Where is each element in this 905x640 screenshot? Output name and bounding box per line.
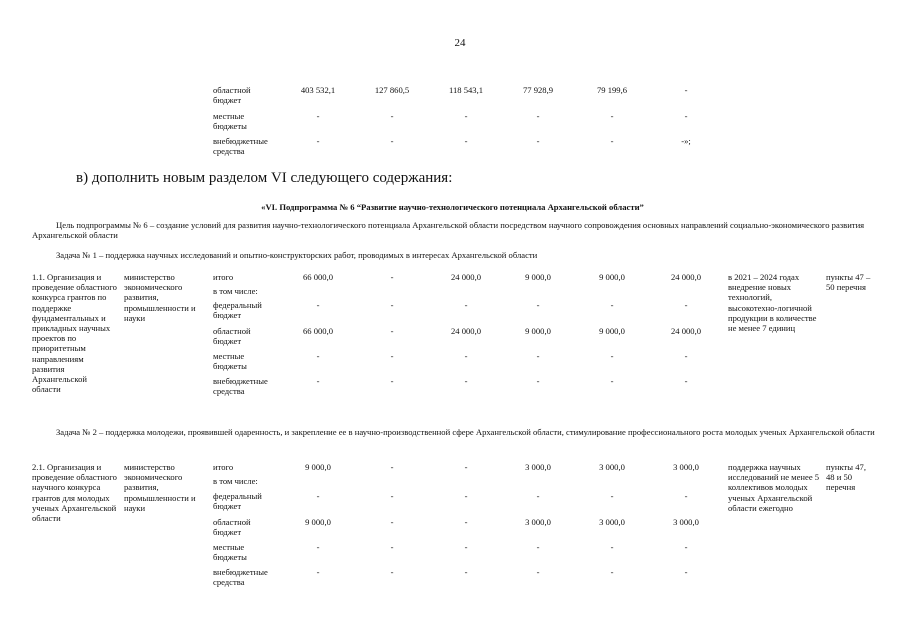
cell-value: - <box>464 517 468 527</box>
page-number: 24 <box>454 37 466 49</box>
cell-value: - <box>390 136 394 146</box>
task-2: Задача № 2 – поддержка молодежи, проявившей одаренность, и закрепление ее в научно-производственной сфере Архангельской области, стимулирование профессионального роста молодых ученых Архангельской области <box>56 427 875 437</box>
cell-value: - <box>536 300 540 310</box>
measure-2-name: 2.1. Организация и проведение областного научного конкурса грантов для молодых ученых Архангельской области <box>32 462 117 524</box>
cell-value: 9 000,0 <box>525 272 551 282</box>
cell-value: 9 000,0 <box>305 462 331 472</box>
row-label: областной бюджет <box>213 85 251 106</box>
row-label: местные бюджеты <box>213 351 247 372</box>
cell-value: - <box>390 517 394 527</box>
cell-value: - <box>390 326 394 336</box>
cell-value: - <box>390 462 394 472</box>
cell-value: - <box>536 376 540 386</box>
cell-value: 3 000,0 <box>599 517 625 527</box>
cell-value: - <box>316 376 320 386</box>
cell-value: 77 928,9 <box>522 85 554 95</box>
cell-value: - <box>390 567 394 577</box>
cell-value: 24 000,0 <box>670 272 702 282</box>
measure-2-executor: министерство экономического развития, промышленности и науки <box>124 462 196 513</box>
row-label: внебюджетные средства <box>213 136 268 157</box>
cell-value: - <box>464 462 468 472</box>
cell-value: - <box>390 542 394 552</box>
cell-value: - <box>536 567 540 577</box>
cell-value: 127 860,5 <box>374 85 410 95</box>
measure-1-name: 1.1. Организация и проведение областного конкурса грантов по поддержке фундаментальных и прикладных научных проектов по приоритетным направлениям развития Архангельской области <box>32 272 117 395</box>
cell-value: - <box>610 300 614 310</box>
cell-value: - <box>316 351 320 361</box>
row-label: федеральный бюджет <box>213 491 262 512</box>
measure-2-result: поддержка научных исследований не менее 5 коллективов молодых ученых Архангельской области ежегодно <box>728 462 820 513</box>
cell-value: - <box>536 111 540 121</box>
cell-value: 24 000,0 <box>450 326 482 336</box>
cell-value: - <box>464 491 468 501</box>
cell-value: - <box>316 111 320 121</box>
cell-value: - <box>684 491 688 501</box>
measure-1-result: в 2021 – 2024 годах внедрение новых технологий, высокотехно-логичной продукции в количестве не менее 7 единиц <box>728 272 817 334</box>
cell-value: 66 000,0 <box>302 326 334 336</box>
row-label: местные бюджеты <box>213 542 247 563</box>
cell-value: 9 000,0 <box>599 272 625 282</box>
cell-value: - <box>390 111 394 121</box>
cell-value: - <box>464 542 468 552</box>
cell-value: - <box>610 542 614 552</box>
cell-value: - <box>684 376 688 386</box>
row-label: в том числе: <box>213 286 258 296</box>
cell-value: - <box>536 136 540 146</box>
measure-1-link: пункты 47 – 50 перечня <box>826 272 871 293</box>
cell-value: 3 000,0 <box>599 462 625 472</box>
cell-value: 118 543,1 <box>448 85 484 95</box>
row-label: федеральный бюджет <box>213 300 262 321</box>
cell-value: - <box>316 136 320 146</box>
cell-value: 9 000,0 <box>305 517 331 527</box>
cell-value: - <box>684 85 688 95</box>
cell-value: 403 532,1 <box>300 85 336 95</box>
cell-value: - <box>536 542 540 552</box>
row-label: местные бюджеты <box>213 111 247 132</box>
row-label: внебюджетные средства <box>213 567 268 588</box>
cell-value: - <box>536 351 540 361</box>
row-label: итого <box>213 272 234 282</box>
section-v-instruction: в) дополнить новым разделом VI следующего содержания: <box>76 170 453 186</box>
cell-value: - <box>464 300 468 310</box>
row-label: областной бюджет <box>213 517 251 538</box>
cell-value: - <box>390 376 394 386</box>
cell-value: 9 000,0 <box>525 326 551 336</box>
cell-value: - <box>610 567 614 577</box>
cell-value: - <box>610 111 614 121</box>
measure-2-link: пункты 47, 48 и 50 перечня <box>826 462 866 493</box>
cell-value: - <box>464 111 468 121</box>
row-label: внебюджетные средства <box>213 376 268 397</box>
cell-value: - <box>390 491 394 501</box>
section-vi-title: «VI. Подпрограмма № 6 “Развитие научно-технологического потенциала Архангельской области” <box>261 202 644 212</box>
cell-value: - <box>610 376 614 386</box>
cell-value: - <box>684 111 688 121</box>
cell-value: - <box>464 376 468 386</box>
cell-value: - <box>390 351 394 361</box>
cell-value: - <box>316 300 320 310</box>
cell-value: 3 000,0 <box>525 462 551 472</box>
cell-value: - <box>464 351 468 361</box>
subprogram-goal: Цель подпрограммы № 6 – создание условий для развития научно-технологического потенциала Архангельской области посредством научного сопровождения основных направлений социально-экономического развития Архангельской области <box>32 220 865 241</box>
cell-value: - <box>316 542 320 552</box>
cell-value: - <box>464 136 468 146</box>
cell-value: - <box>390 300 394 310</box>
cell-value: - <box>684 351 688 361</box>
cell-value: 24 000,0 <box>670 326 702 336</box>
row-label: в том числе: <box>213 476 258 486</box>
cell-value: 79 199,6 <box>596 85 628 95</box>
cell-value: - <box>684 567 688 577</box>
cell-value: - <box>316 491 320 501</box>
measure-1-executor: министерство экономического развития, промышленности и науки <box>124 272 196 323</box>
cell-value: - <box>536 491 540 501</box>
row-label: областной бюджет <box>213 326 251 347</box>
cell-value: -»; <box>681 136 691 146</box>
cell-value: - <box>464 567 468 577</box>
cell-value: 24 000,0 <box>450 272 482 282</box>
cell-value: - <box>390 272 394 282</box>
cell-value: 66 000,0 <box>302 272 334 282</box>
cell-value: - <box>684 300 688 310</box>
cell-value: 3 000,0 <box>673 517 699 527</box>
cell-value: - <box>610 136 614 146</box>
task-1: Задача № 1 – поддержка научных исследований и опытно-конструкторских работ, проводимых в интересах Архангельской области <box>56 250 538 260</box>
cell-value: - <box>610 491 614 501</box>
cell-value: - <box>316 567 320 577</box>
cell-value: 3 000,0 <box>525 517 551 527</box>
cell-value: - <box>684 542 688 552</box>
cell-value: 9 000,0 <box>599 326 625 336</box>
cell-value: 3 000,0 <box>673 462 699 472</box>
cell-value: - <box>610 351 614 361</box>
row-label: итого <box>213 462 234 472</box>
